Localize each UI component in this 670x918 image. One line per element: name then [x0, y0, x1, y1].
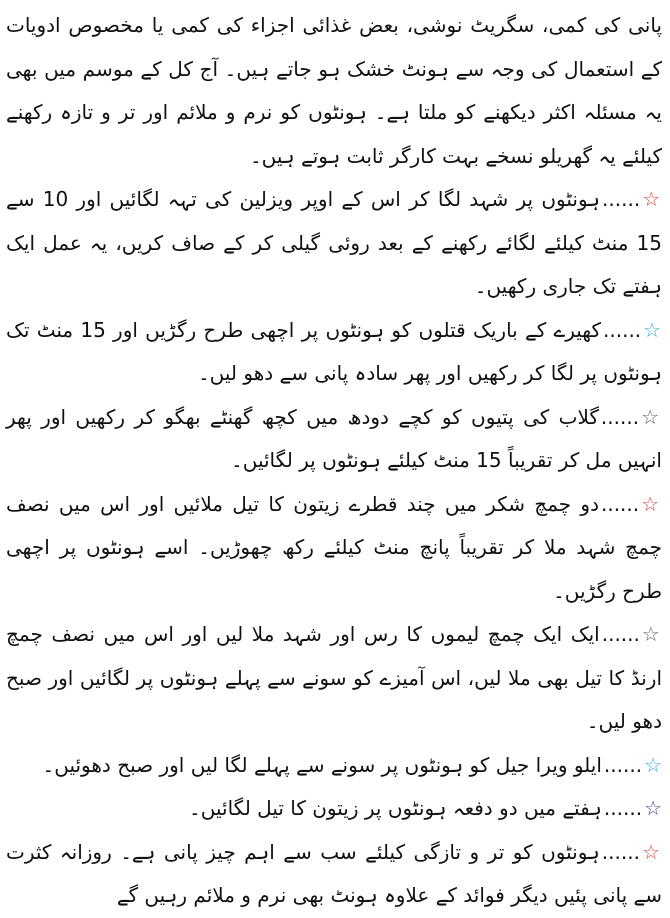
star-bullet-icon: ☆	[644, 796, 662, 820]
tip-text: ایلو ویرا جیل کو ہونٹوں پر سونے سے پہلے لگا لیں اور صبح دھوئیں۔	[42, 752, 602, 777]
tip-item	[6, 831, 662, 918]
star-bullet-icon: ☆	[643, 317, 662, 342]
tip-text: دو چمچ شکر میں چند قطرے زیتون کا تیل ملائیں اور اس میں نصف چمچ شہد ملا کر تقریباً پانچ منٹ کیلئے رکھ چھوڑیں۔ اسے ہونٹوں پر اچھی طرح رگڑیں۔	[6, 491, 662, 603]
leader-dots: ......	[601, 839, 640, 864]
tip-item	[6, 483, 662, 614]
tip-item	[6, 787, 662, 831]
tip-text: ہونٹوں کو تر و تازگی کیلئے سب سے اہم چیز پانی ہے۔ روزانہ کثرت سے پانی پئیں دیگر فوائد کے علاوہ ہونٹ بھی نرم و ملائم رہیں گے	[6, 839, 662, 907]
tip-text: ہونٹوں پر شہد لگا کر اس کے اوپر ویزلین کی تہہ لگائیں اور 10 سے 15 منٹ کیلئے لگائے رکھنے کے بعد روئی گیلی کر کے صاف کریں، یہ عمل ایک ہفتے تک جاری رکھیں۔	[6, 187, 662, 298]
leader-dots: ......	[603, 752, 643, 777]
leader-dots: ......	[601, 622, 640, 646]
intro-paragraph: پانی کی کمی، سگریٹ نوشی، بعض غذائی اجزاء کی کمی یا مخصوص ادویات کے استعمال کی وجہ سے ہونٹ خشک ہو جاتے ہیں۔ آج کل کے موسم میں بھی یہ مسئلہ اکثر دیکھنے کو ملتا ہے۔ ہونٹوں کو نرم و ملائم اور تر و تازہ رکھنے کیلئے یہ گھریلو نسخے بہت کارگر ثابت ہوتے ہیں۔	[6, 13, 662, 168]
star-bullet-icon: ☆	[641, 404, 662, 429]
tip-item	[6, 178, 662, 309]
tip-text: ہفتے میں دو دفعہ ہونٹوں پر زیتون کا تیل لگائیں۔	[189, 796, 602, 820]
leader-dots: ......	[600, 491, 640, 516]
tip-text: کھیرے کے باریک قتلوں کو ہونٹوں پر اچھی طرح رگڑیں اور 15 منٹ تک ہونٹوں پر لگا کر رکھیں اور پھر سادہ پانی سے دھو لیں۔	[6, 317, 662, 385]
tips-list	[6, 178, 662, 918]
leader-dots: ......	[603, 317, 642, 342]
star-bullet-icon: ☆	[641, 491, 662, 516]
star-bullet-icon: ☆	[644, 752, 662, 777]
tip-item	[6, 396, 662, 483]
tip-item	[6, 309, 662, 396]
star-bullet-icon: ☆	[642, 187, 662, 211]
tip-item	[6, 744, 662, 788]
leader-dots: ......	[600, 404, 640, 429]
tip-text: ایک ایک چمچ لیموں کا رس اور شہد ملا لیں اور اس میں نصف چمچ ارنڈ کا تیل بھی ملا لیں، اس آمیزے کو سونے سے پہلے ہونٹوں پر لگائیں اور صبح دھو لیں۔	[6, 622, 662, 733]
tip-text: گلاب کی پتیوں کو کچے دودھ میں کچھ گھنٹے بھگو کر رکھیں اور پھر انہیں مل کر تقریباً 15 منٹ کیلئے ہونٹوں پر لگائیں۔	[6, 404, 662, 472]
tip-item	[6, 613, 662, 744]
leader-dots: ......	[602, 187, 641, 211]
star-bullet-icon: ☆	[641, 622, 662, 646]
star-bullet-icon: ☆	[641, 839, 662, 864]
leader-dots: ......	[603, 796, 643, 820]
